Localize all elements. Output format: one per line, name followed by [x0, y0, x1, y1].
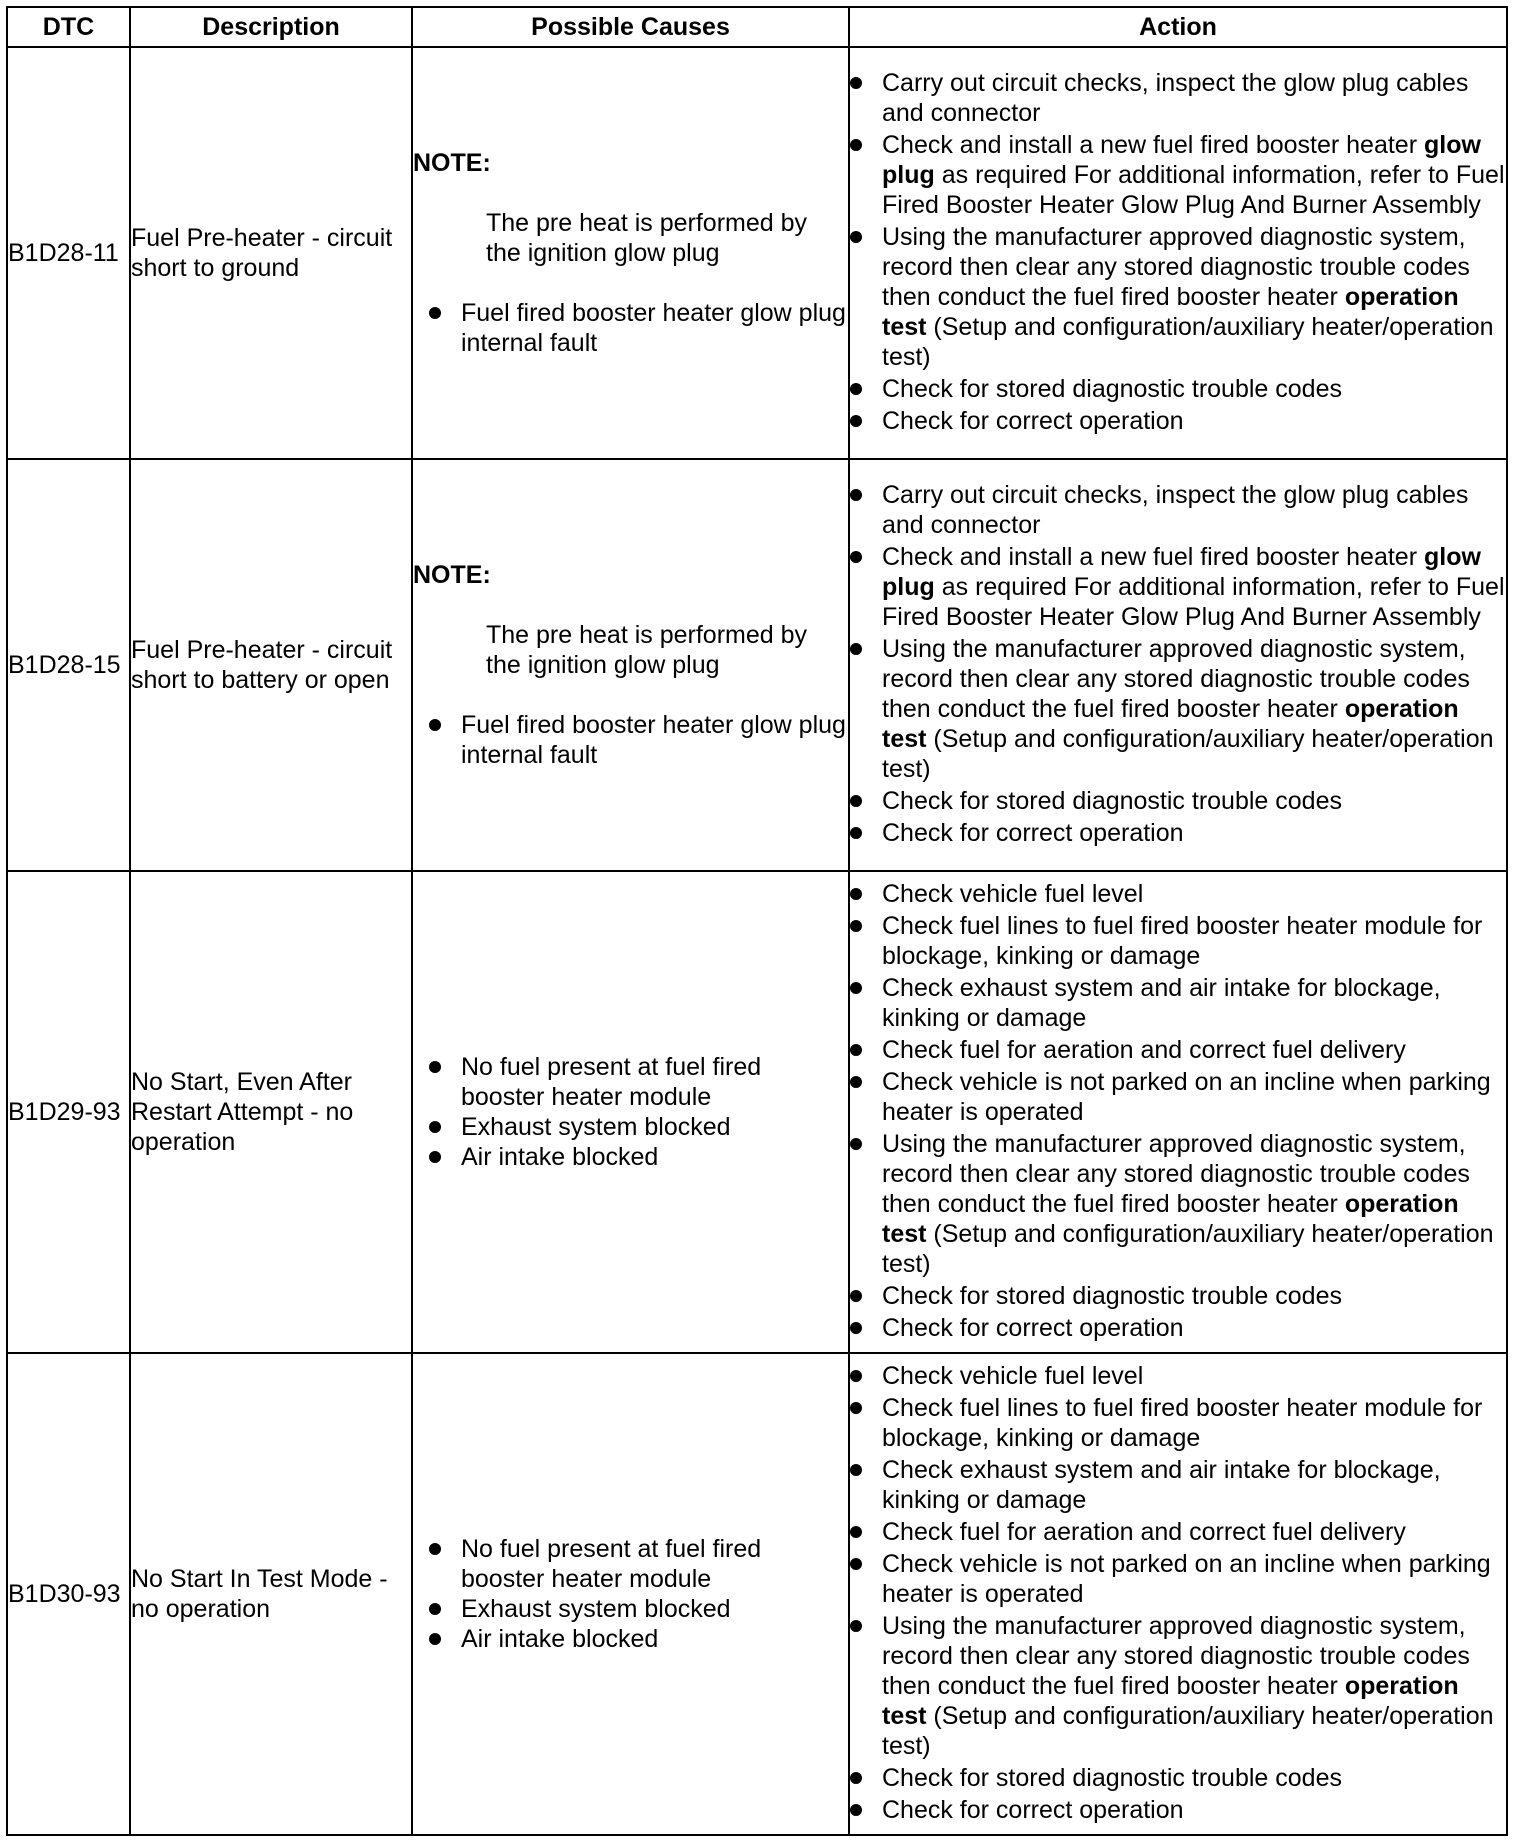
table-row [7, 1353, 1507, 1835]
action-list [850, 879, 1506, 1343]
note-text: The pre heat is performed by the ignition glow plug [486, 209, 807, 267]
dtc-description: Fuel Pre-heater - circuit short to battery or open [130, 459, 412, 871]
list-item: Exhaust system blocked [429, 1112, 848, 1142]
header-row [7, 7, 1507, 47]
list-item: Using the manufacturer approved diagnostic system, record then clear any stored diagnostic trouble codes then conduct the fuel fired booster heater operation test (Setup and configuration/auxiliary heater/operation test) [850, 634, 1506, 784]
action-list [850, 480, 1506, 848]
header-possible-causes: Possible Causes [412, 7, 849, 47]
list-item: Using the manufacturer approved diagnostic system, record then clear any stored diagnostic trouble codes then conduct the fuel fired booster heater operation test (Setup and configuration/auxiliary heater/operation test) [850, 222, 1506, 372]
list-item: Check for correct operation [850, 818, 1506, 848]
list-item: Check for stored diagnostic trouble codes [850, 1763, 1506, 1793]
list-item: Carry out circuit checks, inspect the glow plug cables and connector [850, 480, 1506, 540]
cause-list [429, 710, 848, 770]
list-item: Check and install a new fuel fired booster heater glow plug as required For additional information, refer to Fuel Fired Booster Heater Glow Plug And Burner Assembly [850, 542, 1506, 632]
action-cell [849, 1353, 1507, 1835]
dtc-table [6, 6, 1508, 1836]
list-item: Check for stored diagnostic trouble codes [850, 1281, 1506, 1311]
list-item: Check fuel lines to fuel fired booster heater module for blockage, kinking or damage [850, 1393, 1506, 1453]
list-item: Check vehicle fuel level [850, 1361, 1506, 1391]
list-item: Carry out circuit checks, inspect the glow plug cables and connector [850, 68, 1506, 128]
list-item: Check and install a new fuel fired booster heater glow plug as required For additional information, refer to Fuel Fired Booster Heater Glow Plug And Burner Assembly [850, 130, 1506, 220]
action-list [850, 1361, 1506, 1825]
header-dtc: DTC [7, 7, 130, 47]
list-item: Check for correct operation [850, 406, 1506, 436]
action-cell [849, 47, 1507, 459]
list-item: Check vehicle fuel level [850, 879, 1506, 909]
cause-list [429, 1052, 848, 1172]
note-text: The pre heat is performed by the ignition glow plug [486, 621, 807, 679]
list-item: Air intake blocked [429, 1142, 848, 1172]
list-item: Check exhaust system and air intake for blockage, kinking or damage [850, 973, 1506, 1033]
action-cell [849, 871, 1507, 1353]
list-item: Check for correct operation [850, 1795, 1506, 1825]
dtc-description: No Start, Even After Restart Attempt - no operation [130, 871, 412, 1353]
possible-causes [412, 459, 849, 871]
table-row [7, 459, 1507, 871]
action-list [850, 68, 1506, 436]
list-item: Using the manufacturer approved diagnostic system, record then clear any stored diagnostic trouble codes then conduct the fuel fired booster heater operation test (Setup and configuration/auxiliary heater/operation test) [850, 1129, 1506, 1279]
note-label: NOTE: [413, 561, 491, 589]
list-item: Exhaust system blocked [429, 1594, 848, 1624]
list-item: Check for stored diagnostic trouble codes [850, 786, 1506, 816]
possible-causes [412, 1353, 849, 1835]
header-action: Action [849, 7, 1507, 47]
list-item: Check fuel for aeration and correct fuel delivery [850, 1517, 1506, 1547]
cause-list [429, 1534, 848, 1654]
action-cell [849, 459, 1507, 871]
possible-causes [412, 47, 849, 459]
list-item: Fuel fired booster heater glow plug internal fault [429, 298, 848, 358]
list-item: Using the manufacturer approved diagnostic system, record then clear any stored diagnostic trouble codes then conduct the fuel fired booster heater operation test (Setup and configuration/auxiliary heater/operation test) [850, 1611, 1506, 1761]
dtc-description: Fuel Pre-heater - circuit short to ground [130, 47, 412, 459]
list-item: Check vehicle is not parked on an incline when parking heater is operated [850, 1067, 1506, 1127]
possible-causes [412, 871, 849, 1353]
list-item: Check exhaust system and air intake for blockage, kinking or damage [850, 1455, 1506, 1515]
note-label: NOTE: [413, 149, 491, 177]
list-item: Check for stored diagnostic trouble codes [850, 374, 1506, 404]
list-item: No fuel present at fuel fired booster heater module [429, 1052, 848, 1112]
list-item: Check fuel for aeration and correct fuel delivery [850, 1035, 1506, 1065]
list-item: Air intake blocked [429, 1624, 848, 1654]
dtc-description: No Start In Test Mode - no operation [130, 1353, 412, 1835]
list-item: Check for correct operation [850, 1313, 1506, 1343]
list-item: Check vehicle is not parked on an incline when parking heater is operated [850, 1549, 1506, 1609]
list-item: Fuel fired booster heater glow plug internal fault [429, 710, 848, 770]
header-description: Description [130, 7, 412, 47]
list-item: Check fuel lines to fuel fired booster heater module for blockage, kinking or damage [850, 911, 1506, 971]
dtc-code: B1D29-93 [7, 871, 130, 1353]
list-item: No fuel present at fuel fired booster heater module [429, 1534, 848, 1594]
cause-list [429, 298, 848, 358]
table-row [7, 871, 1507, 1353]
table-row [7, 47, 1507, 459]
dtc-code: B1D28-15 [7, 459, 130, 871]
dtc-code: B1D28-11 [7, 47, 130, 459]
dtc-code: B1D30-93 [7, 1353, 130, 1835]
